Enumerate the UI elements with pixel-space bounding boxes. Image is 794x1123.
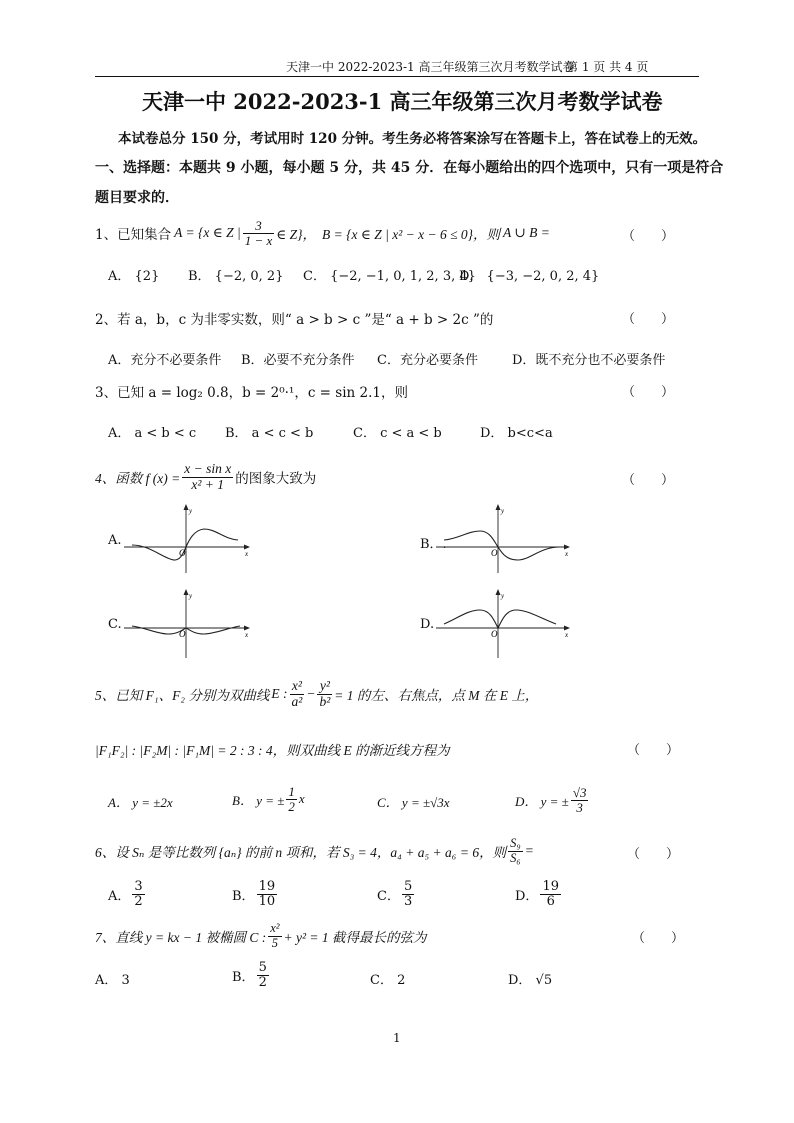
q5-option-a[interactable]: A． y = ±2x	[108, 795, 173, 810]
q7-option-c[interactable]: C． 2	[370, 973, 406, 988]
origin-label: O	[491, 548, 498, 558]
q1-option-d[interactable]: D． {−3, −2, 0, 2, 4}	[459, 269, 600, 284]
answer-blank[interactable]: （ ）	[627, 743, 680, 758]
page-number: 1	[393, 1031, 401, 1045]
x-axis-label: x	[565, 550, 569, 558]
y-axis-label: y	[501, 592, 505, 600]
x-axis-label: x	[245, 550, 249, 558]
running-header-title: 天津一中 2022-2023-1 高三年级第三次月考数学试卷	[286, 60, 575, 74]
y-axis-arrow	[496, 589, 501, 595]
q6-option-a[interactable]: A． $\frac{3}{2}$	[108, 878, 143, 909]
graph-option-b[interactable]	[436, 503, 576, 575]
answer-blank[interactable]: （ ）	[622, 473, 675, 488]
running-header-page-info: 第 1 页 共 4 页	[566, 60, 649, 74]
q3-option-a[interactable]: A． a < b < c	[108, 426, 197, 441]
y-axis-arrow	[184, 504, 189, 510]
header-rule	[95, 76, 699, 77]
q2-option-c[interactable]: C．充分必要条件	[377, 353, 478, 368]
q7-option-a[interactable]: A． 3	[95, 973, 130, 988]
q2-option-d[interactable]: D．既不充分也不必要条件	[512, 353, 666, 368]
x-axis-arrow	[564, 626, 570, 631]
q3-option-d[interactable]: D． b<c<a	[480, 426, 553, 441]
q1-option-c[interactable]: C． {−2, −1, 0, 1, 2, 3, 4}	[303, 269, 476, 284]
x-axis-label: x	[565, 631, 569, 639]
answer-blank[interactable]: （ ）	[622, 229, 675, 244]
question-7-stem: 7、直线 y = kx − 1 被椭圆 C : $\frac{\text{x²}}{5}$ + y² = 1 截得最长的弦为	[95, 921, 427, 950]
origin-label: O	[491, 629, 498, 639]
answer-blank[interactable]: （ ）	[627, 847, 680, 862]
q3-option-b[interactable]: B． a < c < b	[225, 426, 314, 441]
y-axis-label: y	[501, 507, 505, 515]
page-title: 天津一中 2022-2023-1 高三年级第三次月考数学试卷	[142, 89, 663, 114]
graph-option-d[interactable]	[436, 588, 576, 660]
x-axis-arrow	[244, 545, 250, 550]
exam-instructions: 本试卷总分 150 分，考试用时 120 分钟。考生务必将答案涂写在答题卡上，答在试卷上的无效。	[118, 131, 707, 147]
question-3-stem: 3、已知 a = log₂ 0.8，b = 2⁰·¹，c = sin 2.1，则	[95, 385, 408, 401]
y-axis-label: y	[189, 507, 193, 515]
q2-option-b[interactable]: B．必要不充分条件	[241, 353, 355, 368]
graph-option-c[interactable]	[124, 588, 256, 660]
answer-blank[interactable]: （ ）	[632, 931, 685, 946]
answer-blank[interactable]: （ ）	[622, 385, 675, 400]
y-axis-arrow	[184, 589, 189, 595]
q5-option-c[interactable]: C． y = ±√3x	[377, 795, 450, 810]
q1-option-b[interactable]: B． {−2, 0, 2}	[188, 269, 284, 284]
q6-option-c[interactable]: C． $\frac{5}{3}$	[377, 878, 413, 909]
q1-option-a[interactable]: A． {2}	[108, 269, 160, 284]
x-axis-label: x	[245, 631, 249, 639]
q7-option-b[interactable]: B． $\frac{5}{2}$	[232, 959, 267, 990]
q4-option-a[interactable]: A.	[108, 533, 122, 548]
x-axis-arrow	[244, 626, 250, 631]
question-5-stem: 5、已知 F₁、F₂ 分别为双曲线 E : $\frac{\text{x²}}{\text{a²}}$ − $\frac{\text{y²}}{\text{b²}}$ = 1 的左、右焦点，点 M 在 E 上，	[95, 678, 539, 709]
curve	[444, 610, 556, 628]
question-2-stem: 2、若 a，b，c 为非零实数，则“ a > b > c ”是“ a + b > 2c ”的	[95, 312, 494, 328]
q4-option-d[interactable]: D.	[420, 617, 435, 632]
curve	[444, 531, 560, 560]
q7-option-d[interactable]: D． √5	[508, 973, 553, 988]
q2-option-a[interactable]: A．充分不必要条件	[108, 353, 222, 368]
section-heading-line1: 一、选择题：本题共 9 小题，每小题 5 分，共 45 分．在每小题给出的四个选项中，只有一项是符合	[95, 160, 724, 176]
q4-option-c[interactable]: C.	[108, 617, 122, 632]
answer-blank[interactable]: （ ）	[622, 312, 675, 327]
q4-option-b[interactable]: B．.	[420, 537, 447, 552]
q5-option-d[interactable]: D． y = ± $\frac{√3}{3}$	[515, 784, 587, 815]
graph-option-a[interactable]	[124, 503, 256, 575]
q6-option-b[interactable]: B． $\frac{19}{10}$	[232, 878, 276, 909]
x-axis-arrow	[564, 545, 570, 550]
question-1-stem: 1、已知集合 A = {x ∈ Z | $\frac{3}{1 - x}$ ∈ Z}， B = {x ∈ Z | x² − x − 6 ≤ 0}，则 A ∪ B =	[95, 217, 550, 248]
section-heading-line2: 题目要求的．	[95, 190, 179, 206]
q5-option-b[interactable]: B． y = ± $\frac{1}{2}$ x	[232, 783, 305, 814]
question-6-stem: 6、设 Sₙ 是等比数列 {aₙ} 的前 n 项和，若 S₃ = 4，a₄ + a₅ + a₆ = 6，则 $\frac{\text{S₉}}{\text{S₆}}$ =	[95, 836, 534, 865]
origin-label: O	[179, 548, 186, 558]
q3-option-c[interactable]: C． c < a < b	[353, 426, 442, 441]
q6-option-d[interactable]: D． $\frac{19}{6}$	[515, 878, 559, 909]
origin-label: O	[179, 629, 186, 639]
question-5-ratio: |F₁F₂| : |F₂M| : |F₁M| = 2 : 3 : 4，则双曲线 E 的渐近线方程为	[95, 743, 450, 758]
y-axis-arrow	[496, 504, 501, 510]
y-axis-label: y	[189, 592, 193, 600]
question-4-stem: 4、函数 f (x) = $\frac{\text{x − sin x}}{\text{x² + 1}}$ 的图象大致为	[95, 461, 317, 492]
